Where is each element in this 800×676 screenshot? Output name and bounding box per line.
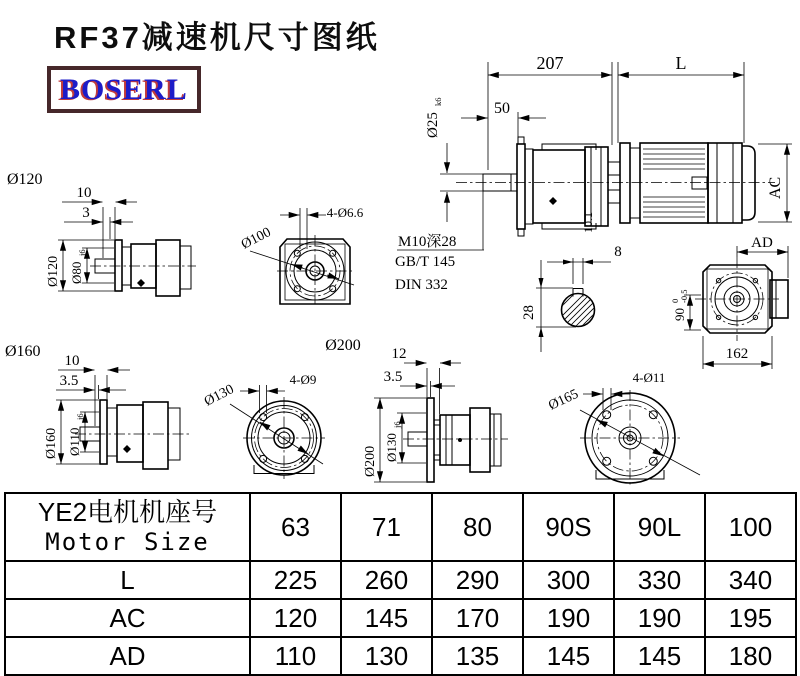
table-cell: 300 bbox=[523, 561, 614, 599]
height-tol-upper-label: 0 bbox=[670, 298, 680, 303]
table-cell: 145 bbox=[614, 637, 705, 675]
spigot-tol-label: j6 bbox=[75, 413, 85, 420]
outer-dia-label: Ø200 bbox=[363, 445, 378, 477]
height-tol-lower-label: -0.5 bbox=[679, 289, 689, 303]
spigot-tol-label: j6 bbox=[77, 249, 87, 256]
bolt-circle-label: Ø165 bbox=[546, 386, 581, 414]
dim-12-label: 12 bbox=[391, 346, 407, 362]
table-header-row bbox=[5, 493, 796, 561]
table-cell: 135 bbox=[432, 637, 523, 675]
shaft-dia-tol-label: k6 bbox=[433, 97, 443, 106]
dim-AD-label: AD bbox=[751, 235, 773, 251]
flange200-side-view bbox=[363, 346, 508, 482]
internal-dim-label: 10.1 bbox=[581, 212, 595, 233]
outer-dia-label: Ø120 bbox=[46, 255, 61, 287]
outer-dia-label: Ø160 bbox=[44, 427, 59, 459]
oil-plug-symbol bbox=[549, 197, 557, 205]
key-width-label: 8 bbox=[614, 244, 622, 260]
table-cell: 180 bbox=[705, 637, 796, 675]
table-cell: 130 bbox=[341, 637, 432, 675]
table-row-AD bbox=[5, 637, 796, 675]
flange200-label: Ø200 bbox=[325, 337, 361, 354]
table-cell: 110 bbox=[250, 637, 341, 675]
table-header-cn: YE2电机机座号 bbox=[37, 497, 218, 527]
spigot-dia-label: Ø80 bbox=[69, 261, 84, 284]
dim-L-label: L bbox=[675, 53, 687, 73]
main-assembly-dimensions bbox=[395, 53, 792, 293]
spigot-dia-label: Ø110 bbox=[67, 427, 82, 456]
table-header-en: Motor Size bbox=[45, 528, 210, 556]
width-162-label: 162 bbox=[725, 346, 749, 362]
dim-3-5-label: 3.5 bbox=[383, 369, 403, 385]
dim-10-label: 10 bbox=[76, 185, 92, 201]
dim-AC-label: AC bbox=[767, 176, 784, 199]
spigot-dia-label: Ø130 bbox=[384, 433, 399, 462]
dim-50-label: 50 bbox=[494, 100, 510, 117]
motor-fins bbox=[643, 149, 705, 217]
dim-207-label: 207 bbox=[536, 53, 564, 73]
bolt-holes-label: 4-Ø9 bbox=[289, 372, 317, 387]
dim-3-5-label: 3.5 bbox=[59, 373, 79, 389]
flange165-front-view bbox=[546, 370, 700, 486]
flange160-label: Ø160 bbox=[5, 343, 41, 360]
table-cell: 260 bbox=[341, 561, 432, 599]
height-90-label: 90 bbox=[672, 308, 687, 321]
brand-logo-text: BOSERL bbox=[60, 73, 188, 106]
table-col-63: 63 bbox=[250, 493, 341, 561]
motor-size-table bbox=[4, 492, 797, 676]
table-cell: 330 bbox=[614, 561, 705, 599]
table-col-71: 71 bbox=[341, 493, 432, 561]
flange160-side-view bbox=[5, 343, 192, 469]
table-cell: 225 bbox=[250, 561, 341, 599]
key-height-label: 28 bbox=[521, 305, 537, 320]
flange120-side-view bbox=[7, 171, 196, 296]
bolt-circle-label: Ø100 bbox=[239, 225, 274, 253]
standard-din-label: DIN 332 bbox=[395, 277, 448, 293]
table-col-80: 80 bbox=[432, 493, 523, 561]
table-cell: 190 bbox=[523, 599, 614, 637]
key-section-view bbox=[521, 244, 622, 352]
standard-gb-label: GB/T 145 bbox=[395, 254, 456, 270]
table-col-100: 100 bbox=[705, 493, 796, 561]
bolt-holes-label: 4-Ø11 bbox=[632, 370, 666, 385]
motor-back-view bbox=[670, 235, 788, 369]
table-col-90s: 90S bbox=[523, 493, 614, 561]
table-cell: 195 bbox=[705, 599, 796, 637]
thread-note-label: M10深28 bbox=[398, 234, 457, 250]
table-cell: 290 bbox=[432, 561, 523, 599]
page-title: RF37减速机尺寸图纸 bbox=[54, 20, 380, 55]
table-col-90l: 90L bbox=[614, 493, 705, 561]
table-cell: 120 bbox=[250, 599, 341, 637]
table-cell: 190 bbox=[614, 599, 705, 637]
table-cell: 145 bbox=[523, 637, 614, 675]
flange120-label: Ø120 bbox=[7, 171, 43, 188]
table-cell: 170 bbox=[432, 599, 523, 637]
shaft-dia-label: Ø25 bbox=[425, 112, 441, 138]
table-header-motor-size bbox=[5, 493, 250, 561]
table-row-L bbox=[5, 561, 796, 599]
table-cell: 340 bbox=[705, 561, 796, 599]
flange100-front-view bbox=[239, 205, 364, 307]
dim-10-label: 10 bbox=[64, 353, 80, 369]
main-assembly-view bbox=[456, 137, 775, 236]
table-cell: 145 bbox=[341, 599, 432, 637]
row-label-AC: AC bbox=[5, 599, 250, 637]
spigot-tol-label: j6 bbox=[392, 421, 402, 428]
table-row-AC bbox=[5, 599, 796, 637]
bolt-holes-label: 4-Ø6.6 bbox=[326, 205, 364, 220]
dim-3-label: 3 bbox=[82, 205, 90, 221]
bolt-circle-label: Ø130 bbox=[202, 382, 237, 410]
row-label-L: L bbox=[5, 561, 250, 599]
row-label-AD: AD bbox=[5, 637, 250, 675]
flange200-front-view bbox=[202, 337, 361, 479]
